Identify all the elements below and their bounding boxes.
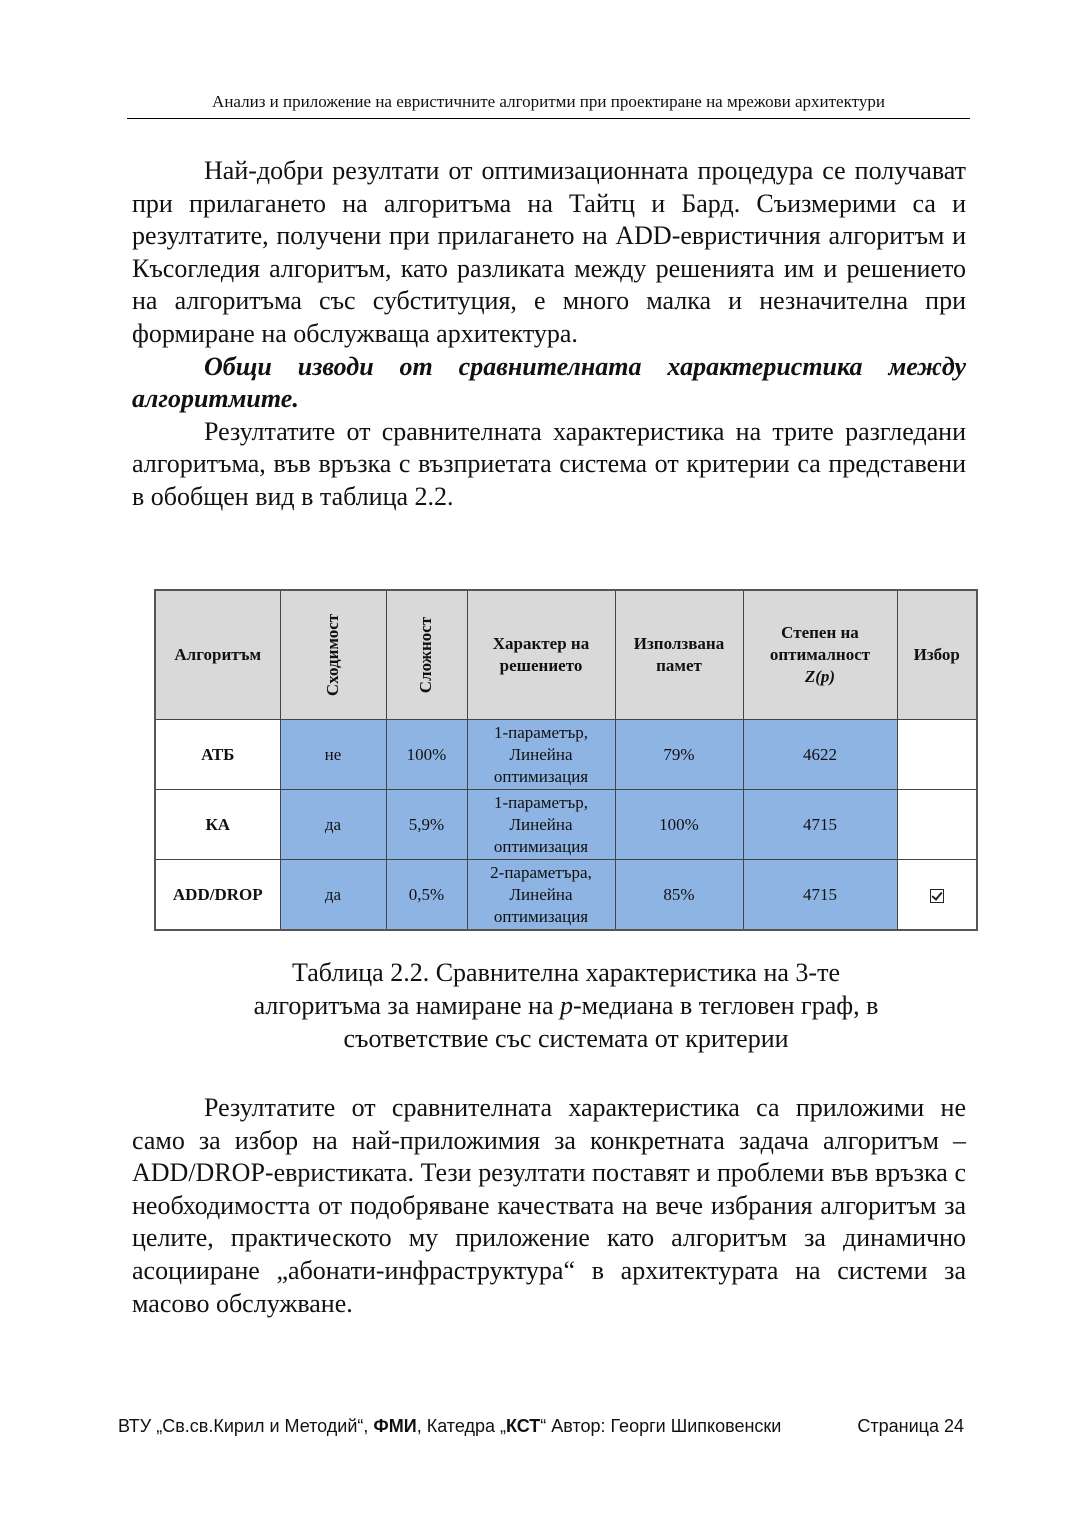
table-row <box>155 790 977 860</box>
cell-complexity: 5,9% <box>386 790 467 860</box>
header-complexity: Сложност <box>386 590 467 720</box>
running-header: Анализ и приложение на евристичните алгоритми при проектиране на мрежови архитектури <box>127 92 970 119</box>
cell-solution: 2-параметъра, Линейна оптимизация <box>467 860 615 931</box>
cell-complexity: 100% <box>386 720 467 790</box>
cell-algorithm: ADD/DROP <box>155 860 280 931</box>
cell-choice <box>897 790 977 860</box>
cell-memory: 100% <box>615 790 743 860</box>
section-heading: Общи изводи от сравнителната характеристика между алгоритмите. <box>132 351 966 414</box>
cell-choice <box>897 720 977 790</box>
paragraph: Резултатите от сравнителната характеристика са приложими не само за избор на най-приложимия за конкретната задача алгоритъм – ADD/DROP-евристиката. Тези резултати поставят и проблеми във връзка с необходимостта от подобряване качествата на вече избрания алгоритъм за целите, практическото му приложение като алгоритъм за динамично асоцииране „абонати-инфраструктура“ в архитектурата на системи за масово обслужване. <box>132 1093 966 1318</box>
checked-box-icon <box>930 889 944 903</box>
optimality-formula: Z(p) <box>804 667 836 686</box>
page-number: Страница 24 <box>857 1416 964 1436</box>
cell-complexity: 0,5% <box>386 860 467 931</box>
cell-choice <box>897 860 977 931</box>
paragraph: Резултатите от сравнителната характеристика на трите разгледани алгоритъма, във връзка с възприетата система от критерии са представени в обобщен вид в таблица 2.2. <box>132 416 966 511</box>
cell-algorithm: АТБ <box>155 720 280 790</box>
cell-optimality: 4715 <box>743 860 897 931</box>
cell-solution: 1-параметър, Линейна оптимизация <box>467 720 615 790</box>
cell-memory: 85% <box>615 860 743 931</box>
header-solution: Характер на решението <box>467 590 615 720</box>
header-optimality: Степен на оптималност Z(p) <box>743 590 897 720</box>
header-choice: Избор <box>897 590 977 720</box>
footer-author: ВТУ „Св.св.Кирил и Методий“, ФМИ, Катедра „КСТ“ Автор: Георги Шипковенски <box>118 1416 782 1436</box>
cell-convergence: не <box>280 720 386 790</box>
cell-convergence: да <box>280 860 386 931</box>
header-memory: Използвана памет <box>615 590 743 720</box>
header-algorithm: Алгоритъм <box>155 590 280 720</box>
header-convergence: Сходимост <box>280 590 386 720</box>
text-block-bottom <box>132 1092 966 1320</box>
page-footer <box>118 1416 964 1437</box>
cell-convergence: да <box>280 790 386 860</box>
comparison-table <box>154 589 978 931</box>
cell-optimality: 4622 <box>743 720 897 790</box>
variable-p: p <box>560 991 574 1020</box>
cell-algorithm: КА <box>155 790 280 860</box>
table-row <box>155 720 977 790</box>
table-row <box>155 860 977 931</box>
cell-solution: 1-параметър, Линейна оптимизация <box>467 790 615 860</box>
paragraph: Най-добри резултати от оптимизационната процедура се получават при прилагането на алгоритъма на Тайтц и Бард. Съизмерими са и резултатите, получени при прилагането на ADD-евристичния алгоритъм и Късогледия алгоритъм, като разликата между решенията им и решението на алгоритъма със субституция, е много малка и незначителна при формиране на обслужваща архитектура. <box>132 156 966 348</box>
cell-optimality: 4715 <box>743 790 897 860</box>
cell-memory: 79% <box>615 720 743 790</box>
table-caption: Таблица 2.2. Сравнителна характеристика на 3-те алгоритъма за намиране на p-медиана в тегловен граф, в съответствие със системата от критерии <box>253 958 879 1053</box>
text-block-top <box>132 155 966 514</box>
